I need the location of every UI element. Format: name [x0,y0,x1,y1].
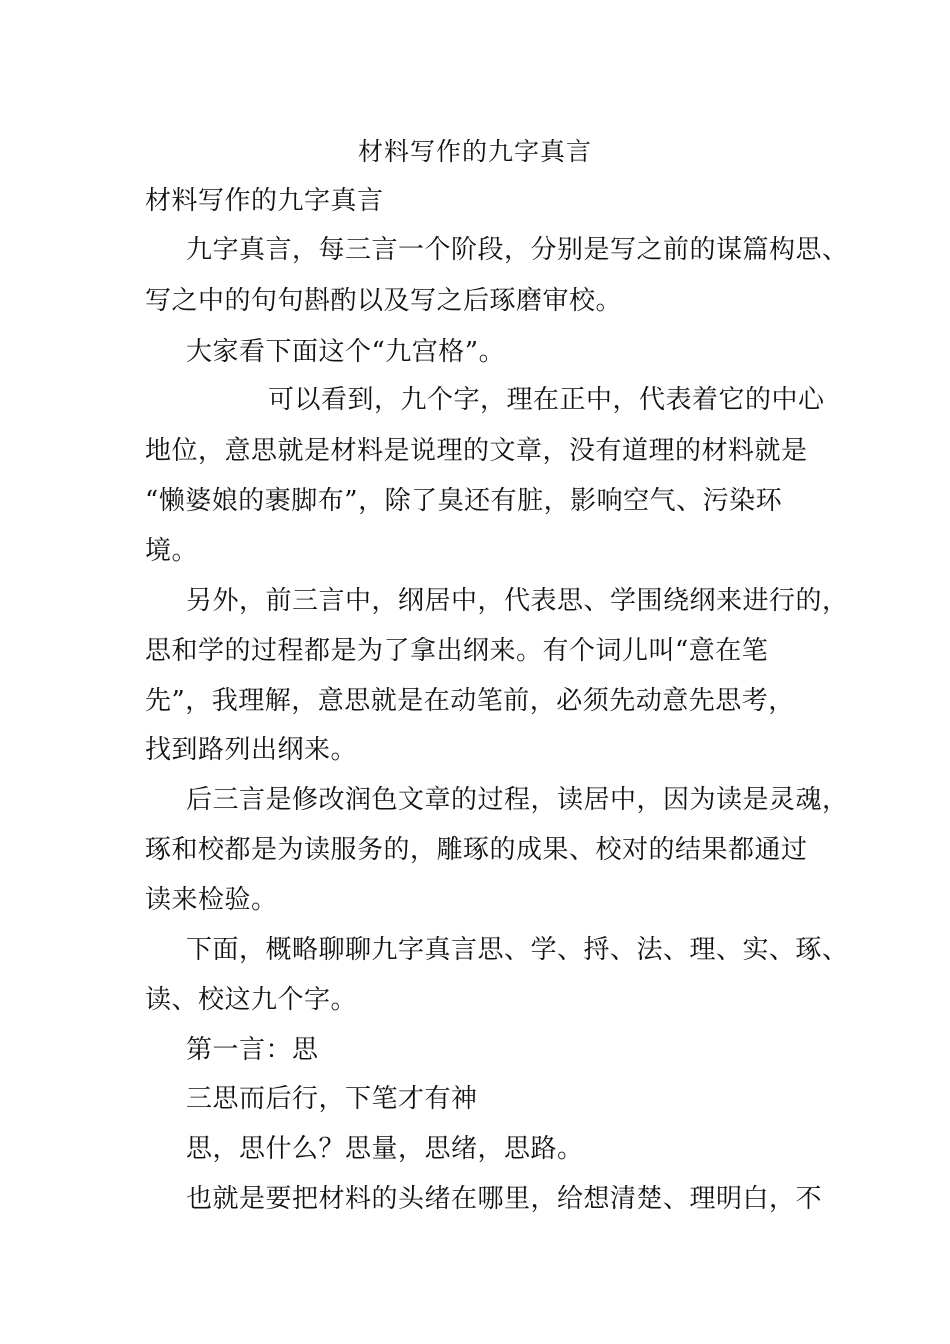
paragraph-line: 也就是要把材料的头绪在哪里，给想清楚、理明白，不 [186,1184,823,1214]
subtitle-line: 材料写作的九字真言 [145,186,384,216]
section-subheading: 三思而后行，下笔才有神 [186,1084,478,1114]
paragraph-line: 另外，前三言中，纲居中，代表思、学围绕纲来进行的， [186,586,849,616]
section-heading: 第一言：思 [186,1035,319,1065]
document-title: 材料写作的九字真言 [357,137,592,166]
paragraph-line: 下面，概略聊聊九字真言思、学、捋、法、理、实、琢、 [186,935,849,965]
paragraph-line: “懒婆娘的裹脚布”，除了臭还有脏，影响空气、污染环 [145,486,783,516]
paragraph-line: 可以看到，九个字，理在正中，代表着它的中心 [268,385,825,415]
paragraph-line: 读来检验。 [145,885,278,915]
paragraph-line: 后三言是修改润色文章的过程，读居中，因为读是灵魂， [186,785,849,815]
paragraph-line: 先”，我理解，意思就是在动笔前，必须先动意先思考， [145,686,795,716]
paragraph-line: 地位，意思就是材料是说理的文章，没有道理的材料就是 [145,436,808,466]
paragraph-line: 找到路列出纲来。 [145,735,358,765]
paragraph-line: 写之中的句句斟酌以及写之后琢磨审校。 [145,286,623,316]
paragraph-line: 读、校这九个字。 [145,985,358,1015]
paragraph-line: 九字真言，每三言一个阶段，分别是写之前的谋篇构思、 [186,235,849,265]
paragraph-line: 琢和校都是为读服务的，雕琢的成果、校对的结果都通过 [145,835,808,865]
paragraph-line: 大家看下面这个“九宫格”。 [186,337,506,367]
paragraph-line: 境。 [145,536,199,566]
paragraph-line: 思和学的过程都是为了拿出纲来。有个词儿叫“意在笔 [145,636,769,666]
paragraph-line: 思，思什么？思量，思绪，思路。 [186,1134,584,1164]
